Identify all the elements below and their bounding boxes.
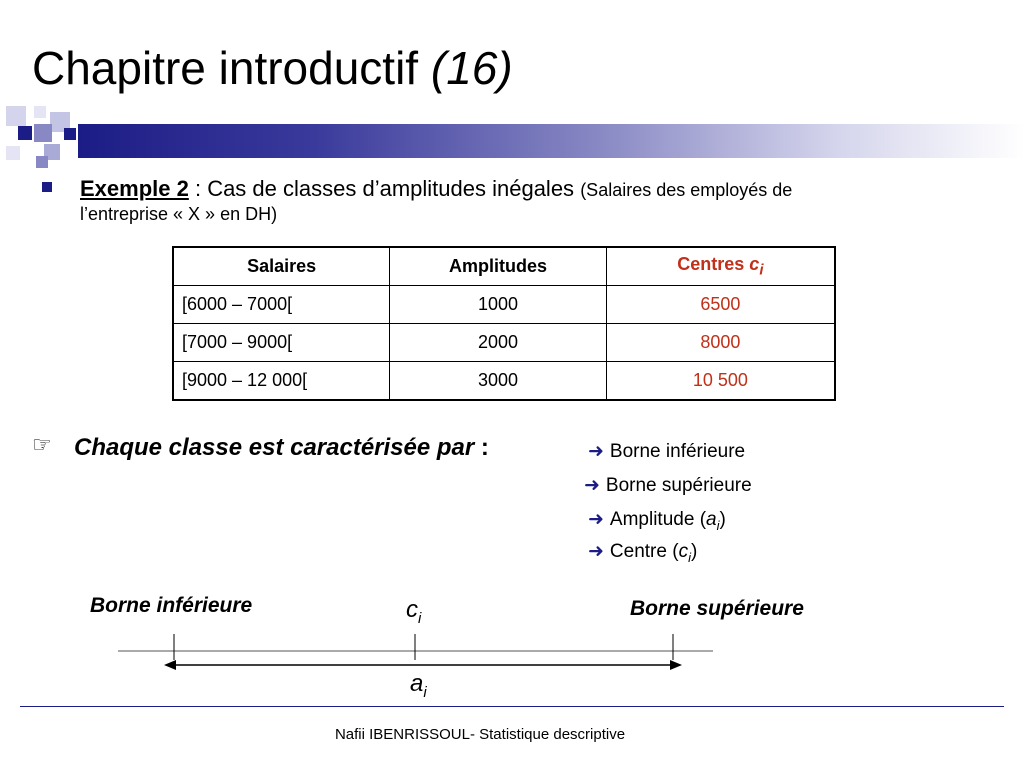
cell-centre: 6500 [606,286,835,324]
cell-amplitude: 3000 [390,362,606,401]
characterization-heading: Chaque classe est caractérisée par : [74,434,489,461]
footer-divider [20,706,1004,707]
footer-text: Nafii IBENRISSOUL- Statistique descriptive [334,726,626,743]
cell-amplitude: 2000 [390,324,606,362]
arrow-right-icon: ➜ [584,475,600,496]
arrowhead-right [670,660,682,670]
item-amplitude: ➜ Amplitude $(a_i)$ [588,509,726,533]
example-label: Exemple 2 [80,176,189,201]
title-number: (16) [430,42,513,94]
cell-salaire: [9000 – 12 000[ [173,362,390,401]
diagram-amplitude-label: $a_i$ [410,670,427,701]
cell-salaire: [7000 – 9000[ [173,324,390,362]
cell-salaire: [6000 – 7000[ [173,286,390,324]
arrow-right-icon: ➜ [588,509,604,530]
diagram-left-label: Borne inférieure [90,594,253,617]
arrow-right-icon: ➜ [588,441,604,462]
header-salaires: Salaires [173,247,390,286]
item-centre: ➜ Centre $(c_i)$ [588,541,698,565]
header-centres: Centres $c_i$ [606,247,835,286]
pointing-hand-icon: ☞ [32,432,52,457]
diagram-right-label: Borne supérieure [630,597,804,620]
example-note-line2: l’entreprise « X » en DH) [80,204,278,224]
cell-centre: 8000 [606,324,835,362]
example-colon: : [188,176,208,201]
arrowhead-left [164,660,176,670]
cell-centre: 10 500 [606,362,835,401]
footer [0,726,1024,743]
example-note-line1: (Salaires des employés de [580,180,793,200]
example-text: Cas de classes d’amplitudes inégales [207,176,575,201]
header-amplitudes: Amplitudes [390,247,606,286]
item-borne-inferieure: ➜ Borne inférieure [588,441,746,462]
diagram-center-label: $c_i$ [406,596,422,627]
cell-amplitude: 1000 [390,286,606,324]
arrow-right-icon: ➜ [588,541,604,562]
title-text: Chapitre introductif [32,42,419,94]
item-borne-superieure: ➜ Borne supérieure [584,475,752,496]
